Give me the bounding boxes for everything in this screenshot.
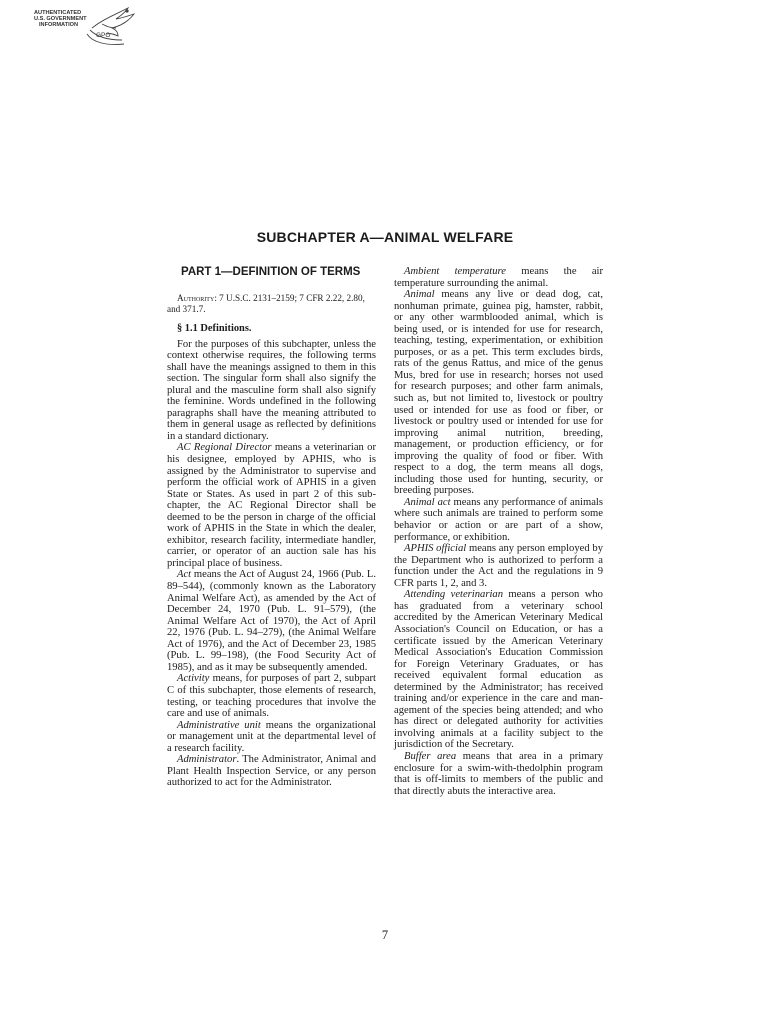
definition-text: means a person who has graduated from a veterinary school accredited by the American Veterinary Medical Association's Council on Education, or has a certificate issued by the American Veterinary Medical Association's Education Commission for Foreign Veterinary Graduates, or has received equivalent formal education as determined by the Administrator; has received training and/or experience in the care and management of the species being attended; and who has direct or delegated authority for activities involving animals at a facility subject to the jurisdiction of the Secretary. <box>394 589 603 751</box>
definition-text: means, for purposes of part 2, subpart C of this subchapter, those elements of research, testing, or teaching procedures that involve the care and use of animals. <box>167 673 376 720</box>
definition-act <box>167 569 376 673</box>
definition-term: Administrator <box>177 754 237 766</box>
definition-term: Act <box>177 569 192 581</box>
section-heading: § 1.1 Definitions. <box>177 323 252 334</box>
seal-line-1: AUTHENTICATED <box>34 10 82 16</box>
definition-term: Animal act <box>404 496 451 508</box>
left-column <box>167 266 376 789</box>
eagle-icon <box>87 8 134 45</box>
definition-text: means any performance of animals where such animals are trained to perform some behavior or action or are part of a show, performance, or exhibition. <box>394 496 603 543</box>
seal-line-2: U.S. GOVERNMENT <box>34 16 87 22</box>
definition-text: means that area in a primary enclosure for a swim-with-thedolphin program that is off-limits to members of the public and that directly abuts the interactive area. <box>394 750 603 797</box>
part-title: PART 1—DEFINITION OF TERMS <box>181 266 361 278</box>
definition-buffer-area <box>394 751 603 797</box>
definition-term: AC Regional Director <box>177 442 272 454</box>
definition-animal <box>394 289 603 497</box>
definition-text: means the organizational or management unit at the departmental level of a research facility. <box>167 719 376 754</box>
seal-line-4: GPO <box>96 32 111 39</box>
definition-term: Activity <box>177 673 210 685</box>
definition-term: APHIS official <box>404 543 467 555</box>
definition-ac-regional-director <box>167 442 376 569</box>
right-column <box>394 266 603 797</box>
definition-administrator <box>167 754 376 789</box>
definition-term: Ambient temperature <box>404 266 506 277</box>
gpo-authentication-seal <box>32 6 142 48</box>
chapter-title: SUBCHAPTER A—ANIMAL WELFARE <box>256 229 514 245</box>
definition-term: Buffer area <box>404 750 457 762</box>
page-number: 7 <box>381 928 389 942</box>
definition-aphis-official <box>394 543 603 589</box>
definition-text: . The Administrator, Animal and Plant Health Inspection Service, or any person authorized to act for the Administrator. <box>167 754 376 789</box>
authority-text: : 7 U.S.C. 2131–2159; 7 CFR 2.22, 2.80, and 371.7. <box>167 293 365 314</box>
definition-text: means the Act of August 24, 1966 (Pub. L. 89–544), (commonly known as the Laboratory Animal Welfare Act), as amended by the Act of December 24, 1970 (Pub. L. 91–579), (the Animal Welfare Act of 1970), the Act of April 22, 1976 (Pub. L. 94–279), (the Animal Welfare Act of 1976), and the Act of December 23, 1985 (Pub. L. 99–198), (the Food Security Act of 1985), and as it may be subsequently amended. <box>167 569 376 673</box>
definition-term: Attending veterinarian <box>404 589 503 601</box>
authority-label: Authority <box>177 293 215 303</box>
definition-text: means the air temperature surrounding the animal. <box>394 266 604 289</box>
definition-text: means any live or dead dog, cat, nonhuman primate, guinea pig, hamster, rabbit, or any other warmblooded animal, which is being used, or is intended for use for research, teaching, testing, experimentation, or exhibition purposes, or as a pet. This term excludes birds, rats of the genus Rattus, and mice of the genus Mus, bred for use in research; horses not used for research purposes; and other farm animals, such as, but not limited to, livestock or poultry used or intended for use as food or fiber, or livestock or poultry used or intended for use for improving animal nutrition, breeding, management, or production efficiency, or for improving the quality of food or fiber. With respect to a dog, the term means all dogs, including those used for hunting, security, or breeding purposes. <box>394 289 603 497</box>
definition-term: Animal <box>404 289 435 301</box>
definition-ambient-temperature <box>394 266 603 289</box>
section-intro: For the purposes of this subchapter, unless the context otherwise requires, the following terms shall have the meanings assigned to them in this section. The singular form shall also signify the plural and the masculine form shall also signify the feminine. Words undefined in the following paragraphs shall have the meaning attributed to them in general usage as reflected by definitions in a standard dictionary. <box>167 338 376 442</box>
definition-text: means any person employed by the Department who is authorized to perform a function under the Act and the regulations in 9 CFR parts 1, 2, and 3. <box>394 543 604 589</box>
definition-administrative-unit <box>167 720 376 755</box>
seal-line-3: INFORMATION <box>39 22 79 28</box>
definition-text: means a veterinarian or his designee, employed by APHIS, who is assigned by the Administrator to supervise and perform the official work of APHIS in a given State or States. As used in part 2 of this subchapter, the AC Regional Director shall be deemed to be the person in charge of the official work of APHIS in the State in which the dealer, exhibitor, research facility, intermediate handler, carrier, or operator of an auction sale has his principal place of business. <box>167 442 376 569</box>
authority-note <box>167 293 376 315</box>
definition-activity <box>167 673 376 719</box>
definition-animal-act <box>394 497 603 543</box>
definition-term: Administrative unit <box>177 719 261 731</box>
definition-attending-veterinarian <box>394 589 603 751</box>
